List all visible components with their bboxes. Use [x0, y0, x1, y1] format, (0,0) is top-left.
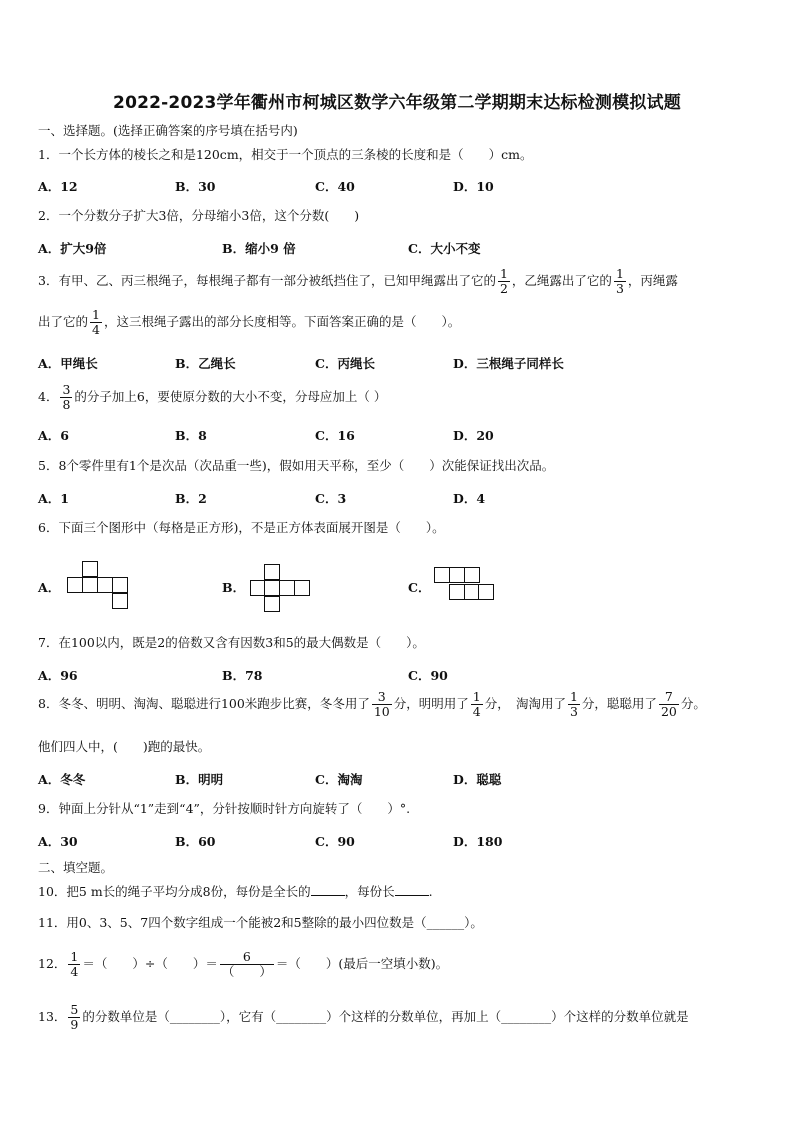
fraction-one-third: $\frac{1}{3}$: [569, 689, 578, 719]
q7-option-b[interactable]: B．78: [222, 668, 263, 683]
question-11: 11．用0、3、5、7四个数字组成一个能被2和5整除的最小四位数是（______）。: [38, 915, 483, 930]
fraction-one-quarter: $\frac{1}{4}$: [92, 307, 100, 337]
answer-blank[interactable]: [395, 895, 429, 896]
q4-option-a[interactable]: A．6: [38, 428, 69, 443]
q3-option-d[interactable]: D．三根绳子同样长: [453, 356, 564, 371]
fraction-six-over-blank: $\frac{6}{( )}$: [221, 949, 272, 979]
q8-option-d[interactable]: D．聪聪: [453, 772, 502, 787]
q3-option-a[interactable]: A．甲绳长: [38, 356, 98, 371]
question-2: 2．一个分数分子扩大3倍，分母缩小3倍，这个分数( ): [38, 208, 360, 223]
question-13: 13． $\frac{5}{9}$ 的分数单位是（________），它有（________）个这样的分数单位，再加上（________）个这样的分数单位就是: [38, 1002, 689, 1032]
q3-option-c[interactable]: C．丙绳长: [315, 356, 375, 371]
fraction-one-half: $\frac{1}{2}$: [499, 266, 508, 296]
question-8-line-1: 8．冬冬、明明、淘淘、聪聪进行100米跑步比赛，冬冬用了 $\frac{3}{10}$ 分，明明用了 $\frac{1}{4}$ 分， 淘淘用了 $\frac{1}{3}$ 分，聪聪用了 $\frac{7}{20}$ 分。: [38, 689, 706, 719]
question-12: 12． $\frac{1}{4}$ ＝（ ）÷（ ）＝ $\frac{6}{( )}$ ＝（ ）(最后一空填小数)。: [38, 949, 449, 979]
q2-option-c[interactable]: C．大小不变: [408, 241, 481, 256]
cube-net-b: [250, 564, 310, 614]
fraction-one-quarter: $\frac{1}{4}$: [472, 689, 481, 719]
section-fill-heading: 二、填空题。: [38, 860, 114, 875]
page-title: 2022-2023学年衢州市柯城区数学六年级第二学期期末达标检测模拟试题: [113, 93, 681, 113]
fraction-three-eighths: $\frac{3}{8}$: [62, 382, 71, 412]
q7-option-c[interactable]: C．90: [408, 668, 448, 683]
q1-option-b[interactable]: B．30: [175, 179, 216, 194]
q1-option-a[interactable]: A．12: [38, 179, 78, 194]
q3-text-5: ，这三根绳子露出的部分长度相等。下面答案正确的是（ ）。: [103, 314, 461, 329]
q5-option-a[interactable]: A．1: [38, 491, 69, 506]
q6-option-a[interactable]: A．: [38, 580, 61, 595]
q5-option-b[interactable]: B．2: [175, 491, 207, 506]
answer-blank[interactable]: [311, 895, 345, 896]
q3-text-4: 出了它的: [38, 314, 89, 329]
fraction-one-third: $\frac{1}{3}$: [615, 266, 624, 296]
q5-option-c[interactable]: C．3: [315, 491, 347, 506]
q9-option-c[interactable]: C．90: [315, 834, 355, 849]
q8-option-c[interactable]: C．淘淘: [315, 772, 363, 787]
question-10: 10．把5 m长的绳子平均分成8份，每份是全长的 ，每份长 .: [38, 884, 433, 899]
q3-text-2: ，乙绳露出了它的: [511, 273, 612, 288]
question-5: 5．8个零件里有1个是次品（次品重一些)，假如用天平称，至少（ ）次能保证找出次品。: [38, 458, 555, 473]
question-8-line-2: 他们四人中，( )跑的最快。: [38, 739, 211, 754]
fraction-five-ninths: $\frac{5}{9}$: [70, 1002, 79, 1032]
cube-net-a: [67, 561, 129, 611]
fraction-seven-twentieths: $\frac{7}{20}$: [660, 689, 677, 719]
q4-option-d[interactable]: D．20: [453, 428, 494, 443]
question-3-line-2: [38, 308, 460, 337]
q7-option-a[interactable]: A．96: [38, 668, 78, 683]
question-6: 6．下面三个图形中（每格是正方形)，不是正方体表面展开图是（ ）。: [38, 520, 445, 535]
question-9: 9．钟面上分针从“1”走到“4”，分针按顺时针方向旋转了（ ）°.: [38, 801, 411, 816]
q3-text-1: 3．有甲、乙、丙三根绳子，每根绳子都有一部分被纸挡住了，已知甲绳露出了它的: [38, 273, 496, 288]
q8-option-a[interactable]: A．冬冬: [38, 772, 86, 787]
q2-option-b[interactable]: B．缩小9 倍: [222, 241, 296, 256]
q9-option-b[interactable]: B．60: [175, 834, 216, 849]
cube-net-c: [434, 567, 494, 603]
q3-option-b[interactable]: B．乙绳长: [175, 356, 236, 371]
q2-option-a[interactable]: A．扩大9倍: [38, 241, 107, 256]
question-7: 7．在100以内，既是2的倍数又含有因数3和5的最大偶数是（ ）。: [38, 635, 425, 650]
q1-option-c[interactable]: C．40: [315, 179, 355, 194]
q1-option-d[interactable]: D．10: [453, 179, 494, 194]
q5-option-d[interactable]: D．4: [453, 491, 486, 506]
q6-option-b[interactable]: B．: [222, 580, 246, 595]
q4-option-c[interactable]: C．16: [315, 428, 355, 443]
question-4: 4． $\frac{3}{8}$ 的分子加上6，要使原分数的大小不变，分母应加上（ ）: [38, 382, 387, 412]
question-3-line-1: [38, 267, 678, 296]
q9-option-a[interactable]: A．30: [38, 834, 78, 849]
q9-option-d[interactable]: D．180: [453, 834, 503, 849]
fraction-one-quarter: $\frac{1}{4}$: [70, 949, 79, 979]
q3-text-3: ，丙绳露: [627, 273, 678, 288]
q6-option-c[interactable]: C．: [408, 580, 431, 595]
section-choice-heading: 一、选择题。(选择正确答案的序号填在括号内): [38, 123, 298, 138]
q8-option-b[interactable]: B．明明: [175, 772, 224, 787]
q4-option-b[interactable]: B．8: [175, 428, 207, 443]
question-1: 1．一个长方体的棱长之和是120cm，相交于一个顶点的三条棱的长度和是（ ）cm。: [38, 147, 533, 162]
fraction-three-tenths: $\frac{3}{10}$: [373, 689, 390, 719]
